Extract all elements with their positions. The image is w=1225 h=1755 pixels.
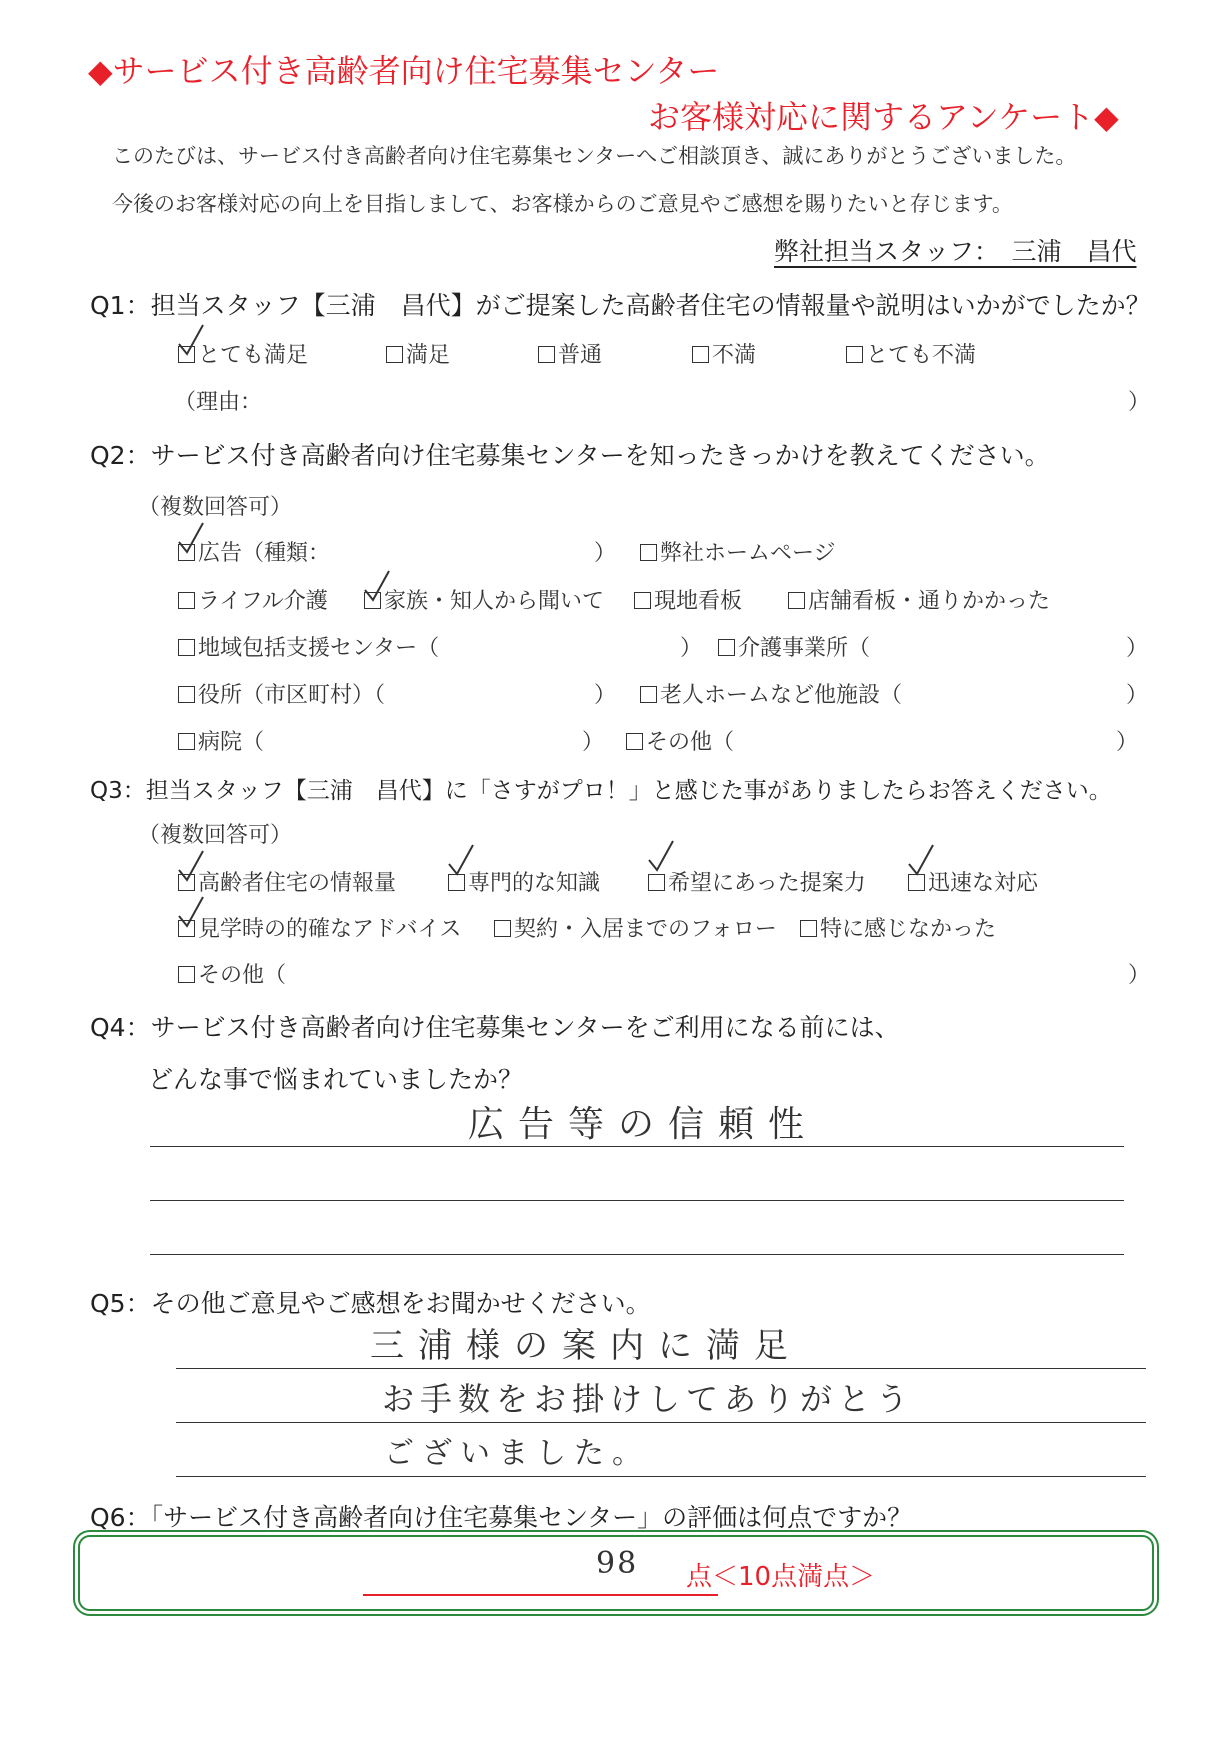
q1-option-dissatisfied[interactable]: 不満 xyxy=(692,338,756,369)
q4-question-line2: どんな事で悩まれていましたか？ xyxy=(148,1065,524,1094)
q5-handwritten-line2: お手数をお掛けしてありがとう xyxy=(382,1380,915,1418)
survey-title-line2: お客様対応に関するアンケート◆ xyxy=(648,98,1119,136)
checkbox-icon[interactable] xyxy=(178,346,195,363)
checkbox-icon[interactable] xyxy=(178,639,195,656)
q2-care-office-close: ） xyxy=(1126,636,1149,661)
q2-option-community-center[interactable]: 地域包括支援センター（ xyxy=(178,631,439,662)
q2-hospital-close: ） xyxy=(582,730,605,755)
checkbox-icon[interactable] xyxy=(178,686,195,703)
q3-option-followup[interactable]: 契約・入居までのフォロー xyxy=(494,912,777,943)
q2-community-close: ） xyxy=(680,636,703,661)
checkbox-icon[interactable] xyxy=(718,639,735,656)
checkbox-icon[interactable] xyxy=(640,686,657,703)
checkbox-icon[interactable] xyxy=(648,874,665,891)
q5-handwritten-line3: ございました。 xyxy=(384,1436,650,1471)
q2-option-other[interactable]: その他（ xyxy=(626,725,734,756)
q2-question: Q2：サービス付き高齢者向け住宅募集センターを知ったきっかけを教えてください。 xyxy=(90,441,1050,470)
q1-reason-label: （理由： xyxy=(174,390,263,415)
q2-option-lifull[interactable]: ライフル介護 xyxy=(178,584,328,615)
q5-answer-line-3 xyxy=(176,1476,1146,1477)
q2-city-office-close: ） xyxy=(594,683,617,708)
q4-handwritten-answer: 広告等の信頼性 xyxy=(468,1104,819,1145)
checkbox-icon[interactable] xyxy=(640,544,657,561)
score-underline xyxy=(363,1594,718,1596)
q2-other-close: ） xyxy=(1116,730,1139,755)
checkbox-icon[interactable] xyxy=(908,874,925,891)
q2-ad-close: ） xyxy=(594,541,617,566)
checkbox-icon[interactable] xyxy=(800,920,817,937)
q4-answer-line-3 xyxy=(150,1254,1124,1255)
q2-option-homepage[interactable]: 弊社ホームページ xyxy=(640,536,836,567)
q2-multi-note: （複数回答可） xyxy=(138,495,293,520)
checkbox-icon[interactable] xyxy=(538,346,555,363)
checkbox-icon[interactable] xyxy=(178,733,195,750)
checkbox-icon[interactable] xyxy=(626,733,643,750)
score-handwritten[interactable]: 98 xyxy=(596,1546,639,1581)
q2-option-store-sign[interactable]: 店舗看板・通りかかった xyxy=(788,584,1050,615)
checkbox-icon[interactable] xyxy=(364,592,381,609)
intro-text-1: このたびは、サービス付き高齢者向け住宅募集センターへご相談頂き、誠にありがとうございました。 xyxy=(112,144,1077,168)
checkbox-icon[interactable] xyxy=(178,592,195,609)
checkbox-icon[interactable] xyxy=(178,920,195,937)
q1-question: Q1：担当スタッフ【三浦 昌代】がご提案した高齢者住宅の情報量や説明はいかがでしたか？ xyxy=(90,291,1151,320)
q4-answer-line-2 xyxy=(150,1200,1124,1201)
q2-other-facility-close: ） xyxy=(1126,683,1149,708)
q5-handwritten-line1: 三浦様の案内に満足 xyxy=(370,1326,802,1366)
checkbox-icon[interactable] xyxy=(178,966,195,983)
q3-option-info[interactable]: 高齢者住宅の情報量 xyxy=(178,866,396,897)
q5-answer-line-1 xyxy=(176,1368,1146,1369)
q2-option-family[interactable]: 家族・知人から聞いて xyxy=(364,584,604,615)
staff-name: 弊社担当スタッフ： 三浦 昌代 xyxy=(774,237,1137,266)
checkbox-icon[interactable] xyxy=(846,346,863,363)
q1-option-very-dissatisfied[interactable]: とても不満 xyxy=(846,338,976,369)
checkbox-icon[interactable] xyxy=(448,874,465,891)
q2-option-local-sign[interactable]: 現地看板 xyxy=(634,584,742,615)
q6-question: Q6：「サービス付き高齢者向け住宅募集センター」の評価は何点ですか？ xyxy=(90,1503,913,1532)
q2-option-hospital[interactable]: 病院（ xyxy=(178,725,264,756)
q3-option-advice[interactable]: 見学時の的確なアドバイス xyxy=(178,912,461,943)
q3-option-other[interactable]: その他（ xyxy=(178,958,286,989)
q5-question: Q5：その他ご意見やご感想をお聞かせください。 xyxy=(90,1289,651,1318)
q3-other-close: ） xyxy=(1128,963,1151,988)
q3-option-none[interactable]: 特に感じなかった xyxy=(800,912,996,943)
score-unit: 点＜10点満点＞ xyxy=(686,1562,876,1592)
survey-title-line1: ◆サービス付き高齢者向け住宅募集センター xyxy=(88,52,720,90)
q4-question-line1: Q4：サービス付き高齢者向け住宅募集センターをご利用になる前には、 xyxy=(90,1013,900,1042)
q2-option-care-office[interactable]: 介護事業所（ xyxy=(718,631,870,662)
q3-option-knowledge[interactable]: 専門的な知識 xyxy=(448,866,600,897)
q1-option-very-satisfied[interactable]: とても満足 xyxy=(178,338,308,369)
q5-answer-line-2 xyxy=(176,1422,1146,1423)
q2-option-other-facility[interactable]: 老人ホームなど他施設（ xyxy=(640,678,902,709)
checkbox-icon[interactable] xyxy=(634,592,651,609)
intro-text-2: 今後のお客様対応の向上を目指しまして、お客様からのご意見やご感想を賜りたいと存じます。 xyxy=(112,192,1013,216)
checkbox-icon[interactable] xyxy=(178,544,195,561)
q2-option-city-office[interactable]: 役所（市区町村）（ xyxy=(178,678,385,709)
checkbox-icon[interactable] xyxy=(692,346,709,363)
q2-option-ad[interactable]: 広告（種類： xyxy=(178,536,330,567)
q3-question: Q3：担当スタッフ【三浦 昌代】に「さすがプロ！」と感じた事がありましたらお答えください。 xyxy=(90,778,1112,804)
checkbox-icon[interactable] xyxy=(386,346,403,363)
q4-answer-line-1 xyxy=(150,1146,1124,1147)
checkbox-icon[interactable] xyxy=(494,920,511,937)
checkbox-icon[interactable] xyxy=(788,592,805,609)
q3-multi-note: （複数回答可） xyxy=(138,823,293,848)
q1-option-normal[interactable]: 普通 xyxy=(538,338,602,369)
q3-option-speed[interactable]: 迅速な対応 xyxy=(908,866,1038,897)
q1-option-satisfied[interactable]: 満足 xyxy=(386,338,450,369)
checkbox-icon[interactable] xyxy=(178,874,195,891)
q3-option-proposal[interactable]: 希望にあった提案力 xyxy=(648,866,866,897)
q1-reason-close: ） xyxy=(1128,390,1151,415)
